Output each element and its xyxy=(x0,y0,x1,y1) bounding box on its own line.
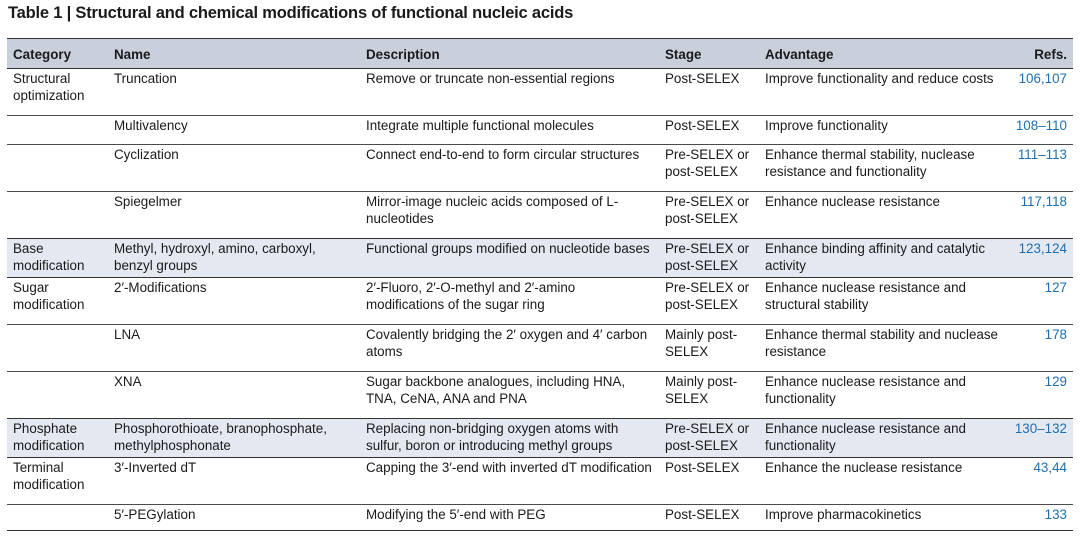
table-row xyxy=(7,372,1073,419)
cell-category xyxy=(7,325,108,372)
cell-name: 2′-Modifications xyxy=(114,280,207,295)
cell-refs-link[interactable]: 129 xyxy=(1044,374,1067,389)
cell-refs-link[interactable]: 133 xyxy=(1044,507,1067,522)
modifications-table xyxy=(7,38,1073,531)
cell-category xyxy=(7,116,108,145)
table-header-row xyxy=(7,39,1073,69)
cell-name: 3′-Inverted dT xyxy=(114,460,197,475)
table-row xyxy=(7,69,1073,116)
header-advantage: Advantage xyxy=(765,46,834,62)
cell-advantage: Enhance thermal stability, nuclease resistance and functionality xyxy=(765,147,975,179)
cell-name: Spiegelmer xyxy=(114,194,182,209)
cell-name: Cyclization xyxy=(114,147,179,162)
header-name: Name xyxy=(114,46,151,62)
cell-description: Mirror-image nucleic acids composed of L-nucleotides xyxy=(366,194,619,226)
table-row xyxy=(7,458,1073,505)
header-refs: Refs. xyxy=(1034,46,1067,62)
cell-stage: Post-SELEX xyxy=(665,118,740,133)
cell-advantage: Improve functionality and reduce costs xyxy=(765,71,994,86)
cell-advantage: Enhance nuclease resistance xyxy=(765,194,940,209)
cell-description: Connect end-to-end to form circular structures xyxy=(366,147,640,162)
cell-advantage: Improve pharmacokinetics xyxy=(765,507,922,522)
cell-refs-link[interactable]: 117,118 xyxy=(1020,194,1067,209)
cell-description: Replacing non-bridging oxygen atoms with sulfur, boron or introducing methyl groups xyxy=(366,421,619,453)
cell-refs-link[interactable]: 130–132 xyxy=(1014,421,1067,436)
cell-advantage: Enhance nuclease resistance and functionality xyxy=(765,421,966,453)
cell-description: 2′-Fluoro, 2′-O-methyl and 2′-amino modifications of the sugar ring xyxy=(366,280,576,312)
cell-refs-link[interactable]: 43,44 xyxy=(1033,460,1067,475)
cell-advantage: Improve functionality xyxy=(765,118,888,133)
header-category: Category xyxy=(13,46,72,62)
cell-advantage: Enhance thermal stability and nuclease resistance xyxy=(765,327,998,359)
table-row xyxy=(7,278,1073,325)
cell-stage: Pre-SELEX or post-SELEX xyxy=(665,194,750,226)
cell-advantage: Enhance nuclease resistance and functionality xyxy=(765,374,966,406)
table-row xyxy=(7,239,1073,278)
cell-description: Functional groups modified on nucleotide bases xyxy=(366,241,650,256)
cell-name: Multivalency xyxy=(114,118,188,133)
cell-refs-link[interactable]: 178 xyxy=(1044,327,1067,342)
cell-advantage: Enhance nuclease resistance and structural stability xyxy=(765,280,966,312)
header-description: Description xyxy=(366,46,440,62)
cell-stage: Mainly post-SELEX xyxy=(665,374,738,406)
table-row xyxy=(7,325,1073,372)
cell-category xyxy=(7,145,108,192)
cell-stage: Post-SELEX xyxy=(665,460,740,475)
cell-description: Integrate multiple functional molecules xyxy=(366,118,594,133)
cell-description: Capping the 3′-end with inverted dT modification xyxy=(366,460,652,475)
cell-category xyxy=(7,192,108,239)
cell-refs-link[interactable]: 123,124 xyxy=(1018,241,1067,256)
cell-stage: Pre-SELEX or post-SELEX xyxy=(665,280,750,312)
table-row xyxy=(7,419,1073,458)
cell-advantage: Enhance the nuclease resistance xyxy=(765,460,963,475)
table-row xyxy=(7,145,1073,192)
cell-description: Sugar backbone analogues, including HNA, TNA, CeNA, ANA and PNA xyxy=(366,374,626,406)
cell-name: LNA xyxy=(114,327,141,342)
cell-refs-link[interactable]: 106,107 xyxy=(1018,71,1067,86)
cell-description: Covalently bridging the 2′ oxygen and 4′ carbon atoms xyxy=(366,327,648,359)
header-stage: Stage xyxy=(665,46,702,62)
cell-advantage: Enhance binding affinity and catalytic activity xyxy=(765,241,986,273)
cell-stage: Pre-SELEX or post-SELEX xyxy=(665,421,750,453)
cell-category: Phosphate modification xyxy=(13,421,85,453)
table-title: Table 1 | Structural and chemical modifications of functional nucleic acids xyxy=(8,4,574,22)
cell-description: Modifying the 5′-end with PEG xyxy=(366,507,546,522)
cell-category xyxy=(7,372,108,419)
cell-category: Base modification xyxy=(13,241,85,273)
table-row xyxy=(7,505,1073,531)
cell-name: Methyl, hydroxyl, amino, carboxyl, benzyl groups xyxy=(114,241,316,273)
cell-category: Sugar modification xyxy=(13,280,85,312)
cell-refs-link[interactable]: 127 xyxy=(1044,280,1067,295)
modifications-table-container xyxy=(7,38,1073,531)
cell-stage: Pre-SELEX or post-SELEX xyxy=(665,241,750,273)
table-row xyxy=(7,192,1073,239)
cell-name: 5′-PEGylation xyxy=(114,507,196,522)
cell-refs-link[interactable]: 108–110 xyxy=(1015,118,1067,133)
cell-name: XNA xyxy=(114,374,142,389)
cell-stage: Pre-SELEX or post-SELEX xyxy=(665,147,750,179)
cell-stage: Post-SELEX xyxy=(665,71,740,86)
cell-category xyxy=(7,505,108,531)
table-row xyxy=(7,116,1073,145)
cell-stage: Post-SELEX xyxy=(665,507,740,522)
cell-stage: Mainly post-SELEX xyxy=(665,327,738,359)
cell-refs-link[interactable]: 111–113 xyxy=(1017,147,1067,162)
cell-category: Terminal modification xyxy=(13,460,85,492)
cell-name: Phosphorothioate, branophosphate, methylphosphonate xyxy=(114,421,327,453)
cell-name: Truncation xyxy=(114,71,177,86)
cell-category: Structural optimization xyxy=(13,71,85,103)
cell-description: Remove or truncate non-essential regions xyxy=(366,71,615,86)
